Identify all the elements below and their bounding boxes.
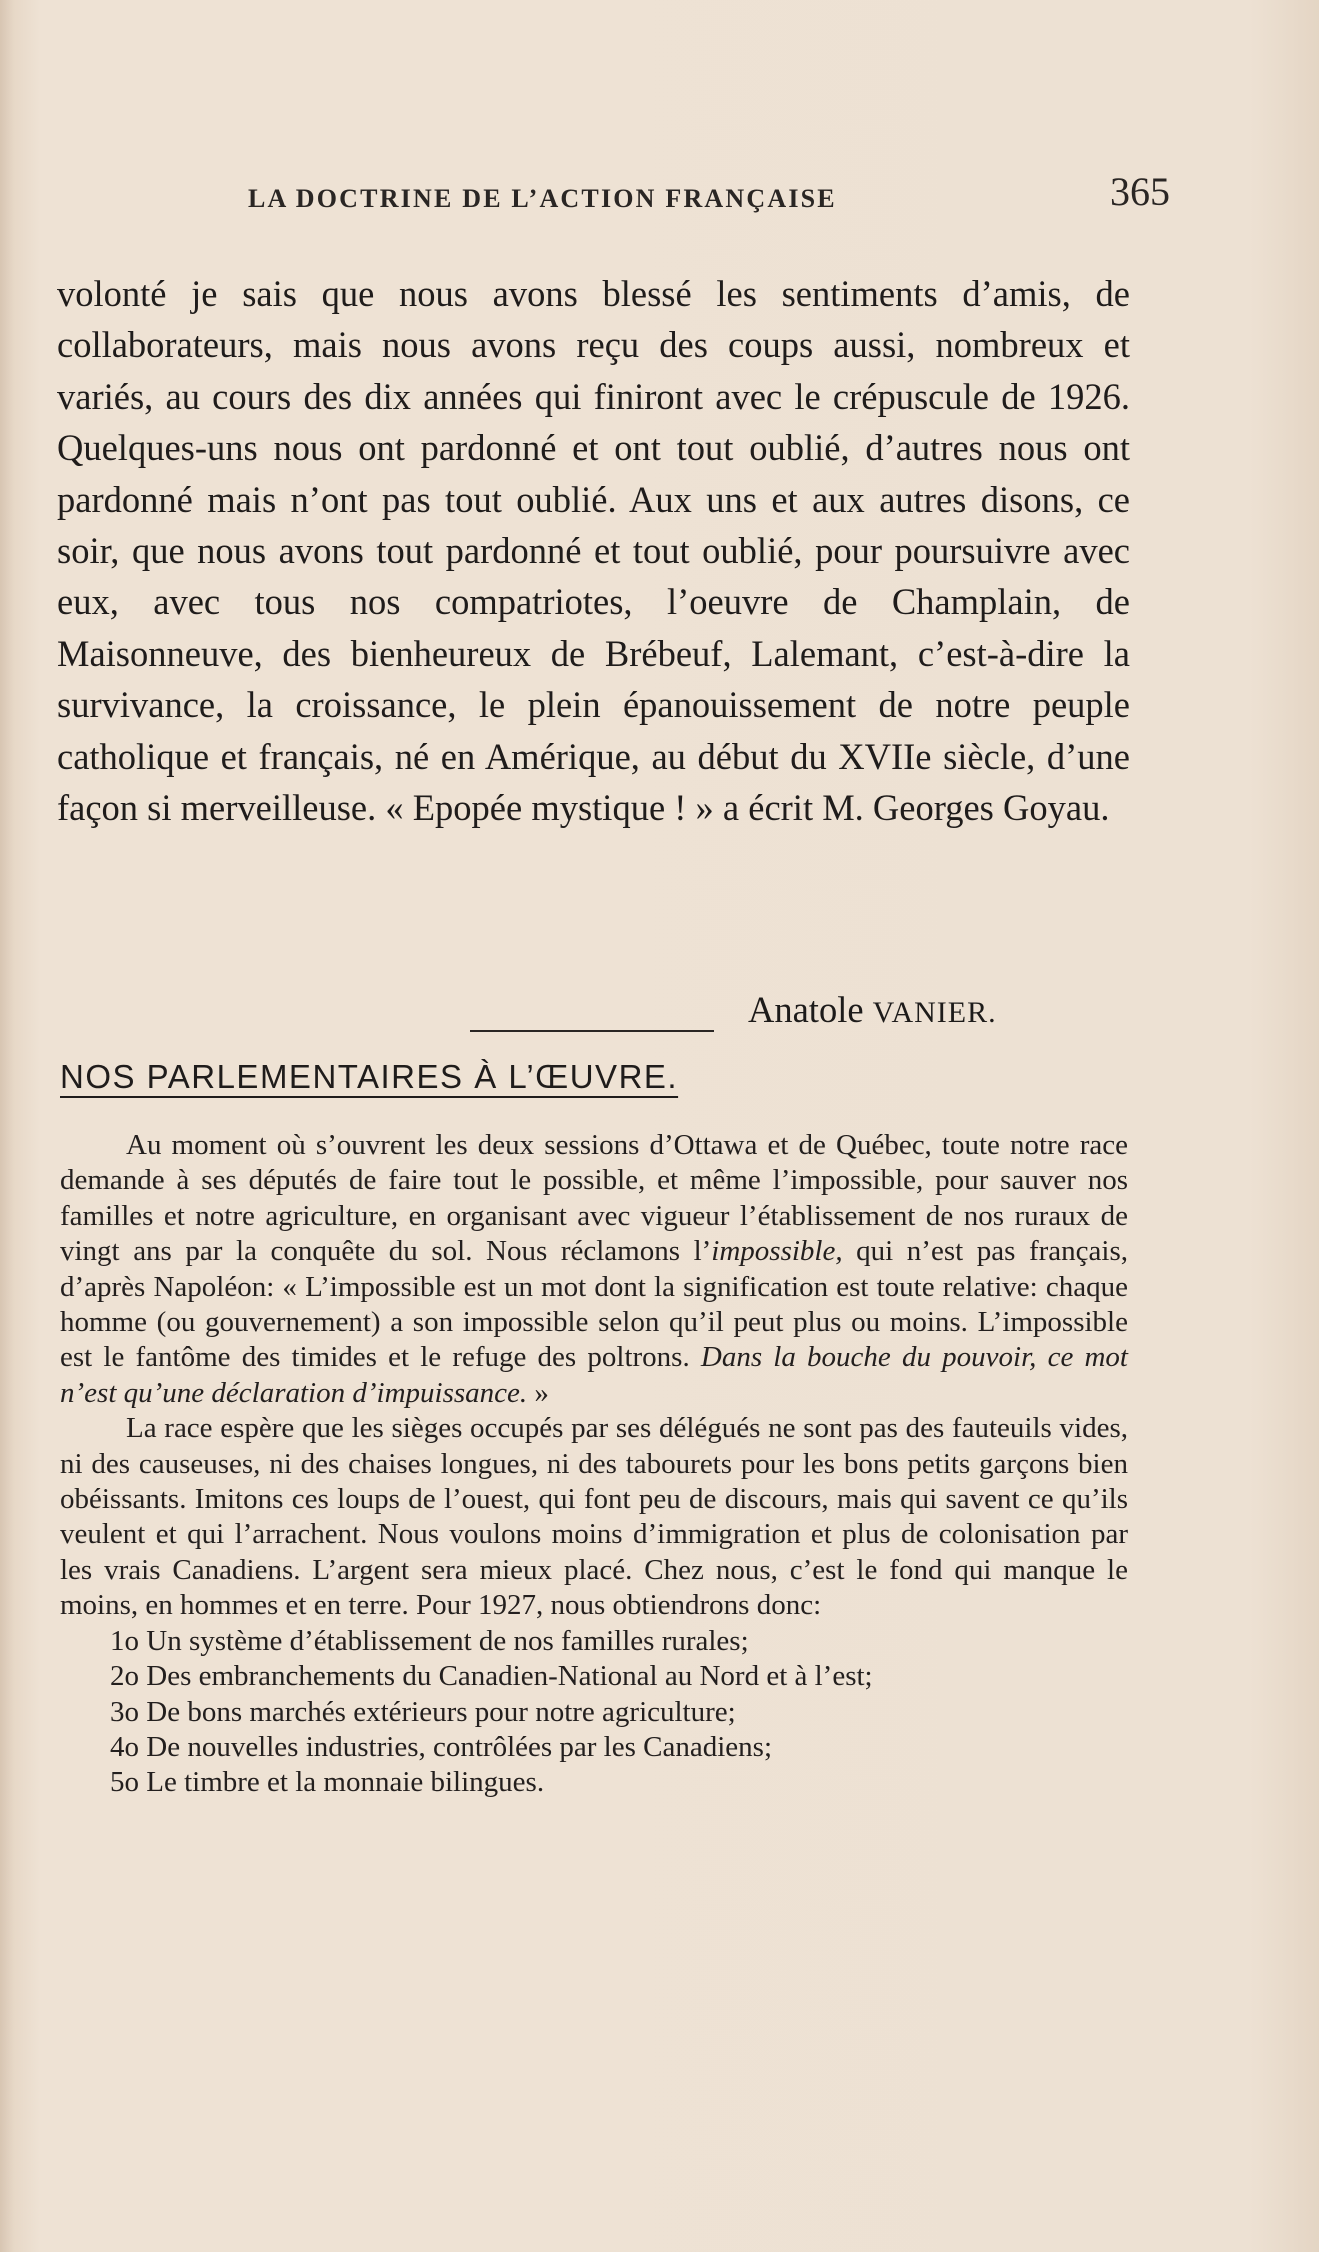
article-closing-text (57, 268, 1130, 833)
section-body (60, 1128, 1128, 1801)
section-title: NOS PARLEMENTAIRES À L’ŒUVRE. (60, 1058, 679, 1095)
list-item: 4o De nouvelles industries, contrôlées par les Canadiens; (110, 1730, 773, 1763)
running-title: LA DOCTRINE DE L’ACTION FRANÇAISE (248, 184, 837, 213)
author-last-name: VANIER. (872, 996, 997, 1029)
closing-paragraph: volonté je sais que nous avons blessé les sentiments d’amis, de collaborateurs, mais nous avons reçu des coups aussi, nombreux et variés, au cours des dix années qui finiront avec le crépuscule de 1926. Quelques-uns nous ont pardonné et ont tout oublié, d’autres nous ont pardonné mais n’ont pas tout oublié. Aux uns et aux autres disons, ce soir, que nous avons tout pardonné et tout oublié, pour poursuivre avec eux, avec tous nos compatriotes, l’oeuvre de Champlain, de Maisonneuve, des bienheureux de Brébeuf, Lalemant, c’est-à-dire la survivance, la croissance, le plein épanouissement de notre peuple catholique et français, né en Amérique, au début du XVIIe siècle, d’une façon si merveilleuse. « Epopée mystique ! » a écrit M. Georges Goyau. (57, 273, 1130, 829)
signature-rule (470, 1030, 714, 1032)
author-first-name: Anatole (748, 989, 864, 1030)
p1-text-b: qui n’est pas français, d’après Napoléon: « L’impossible est un mot dont la signification est toute relative: chaque homme (ou gouvernement) a son impossible selon qu’il peut plus ou moins. L’impossible est le fantôme des timides et le refuge des poltrons. (60, 1235, 1128, 1374)
p1-italic-quote: Dans la bouche du pouvoir, ce mot n’est qu’une déclaration d’impuissance. (60, 1341, 1128, 1409)
p1-italic-word: impossible, (711, 1235, 843, 1268)
page-header (60, 168, 1170, 228)
p1-close: » (527, 1376, 549, 1409)
list-item: 5o Le timbre et la monnaie bilingues. (110, 1766, 545, 1799)
author-name (748, 988, 997, 1031)
section-paragraph-2: La race espère que les sièges occupés par ses délégués ne sont pas des fauteuils vides, ni des causeuses, ni des chaises longues, ni des tabourets pour les bons petits garçons bien obéissants. Imitons ces loups de l’ouest, qui font peu de discours, mais qui savent ce qu’ils veulent et qui l’arrachent. Nous voulons moins d’immigration et plus de colonisation par les vrais Canadiens. L’argent sera mieux placé. Chez nous, c’est le fond qui manque le moins, en hommes et en terre. Pour 1927, nous obtiendrons donc: (60, 1412, 1128, 1622)
demands-list (60, 1624, 1128, 1801)
p1-text-a: Au moment où s’ouvrent les deux sessions d’Ottawa et de Québec, toute notre race demande à ses députés de faire tout le possible, et même l’impossible, pour sauver nos familles et notre agriculture, en organisant avec vigueur l’établissement de nos ruraux de vingt ans par la conquête du sol. Nous réclamons l’ (60, 1129, 1128, 1268)
list-item: 1o Un système d’établissement de nos familles rurales; (110, 1624, 749, 1657)
list-item: 2o Des embranchements du Canadien-National au Nord et à l’est; (110, 1660, 873, 1693)
section-paragraph-1 (60, 1128, 1128, 1411)
page-number: 365 (1110, 169, 1170, 214)
signature (470, 988, 1110, 1038)
list-item: 3o De bons marchés extérieurs pour notre agriculture; (110, 1695, 736, 1728)
